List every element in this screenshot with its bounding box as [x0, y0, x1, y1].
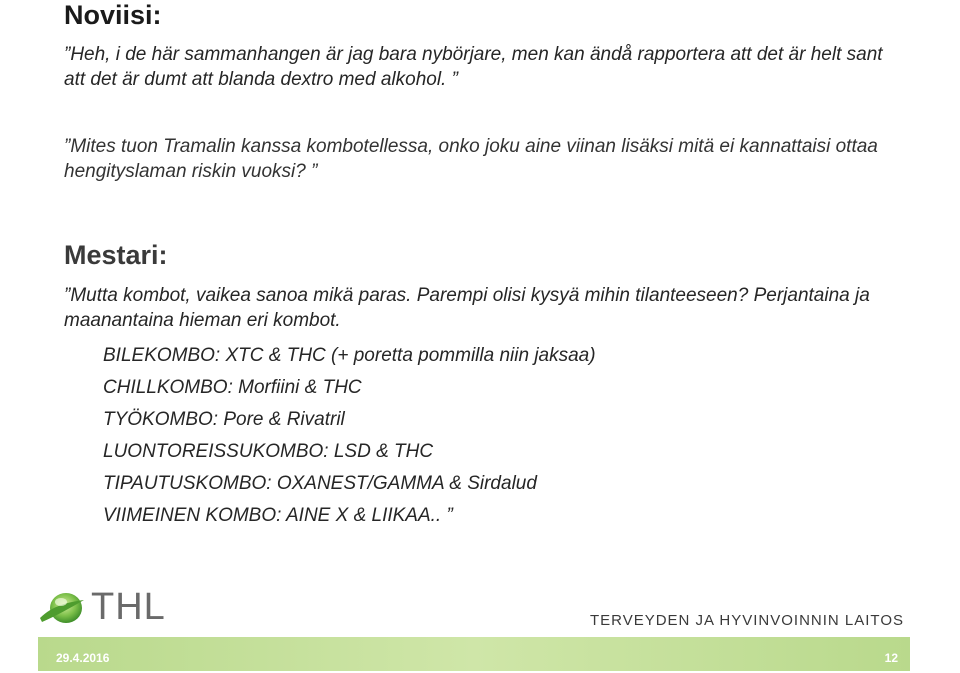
combo-item: TIPAUTUSKOMBO: OXANEST/GAMMA & Sirdalud — [103, 473, 537, 494]
combo-item: VIIMEINEN KOMBO: AINE X & LIIKAA.. ” — [103, 505, 453, 526]
combo-item: CHILLKOMBO: Morfiini & THC — [103, 377, 362, 398]
combo-item: BILEKOMBO: XTC & THC (+ poretta pommilla niin jaksaa) — [103, 345, 596, 366]
mestari-heading: Mestari: — [64, 240, 168, 270]
thl-logo — [38, 588, 168, 630]
noviisi-heading: Noviisi: — [64, 0, 162, 30]
combo-item: TYÖKOMBO: Pore & Rivatril — [103, 409, 345, 430]
combo-item: LUONTOREISSUKOMBO: LSD & THC — [103, 441, 434, 462]
footer-bar — [38, 637, 910, 671]
mestari-answer: ”Mutta kombot, vaikea sanoa mikä paras. Parempi olisi kysyä mihin tilanteeseen? Perjantaina ja maanantaina hieman eri kombot. — [64, 285, 870, 331]
footer-page-number: 12 — [884, 651, 898, 665]
institute-name: TERVEYDEN JA HYVINVOINNIN LAITOS — [589, 612, 904, 629]
thl-leaf-icon — [38, 588, 88, 630]
noviisi-quote-swedish: ”Heh, i de här sammanhangen är jag bara nybörjare, men kan ändå rapportera att det är helt sant att det är dumt att blanda dextro med alkohol. ” — [64, 44, 883, 90]
combo-list — [103, 340, 596, 532]
thl-logo-text: THL — [91, 586, 166, 628]
noviisi-quote-finnish: ”Mites tuon Tramalin kanssa kombotellessa, onko joku aine viinan lisäksi mitä ei kannattaisi ottaa hengityslaman riskin vuoksi? ” — [64, 136, 878, 182]
footer-date: 29.4.2016 — [56, 651, 110, 665]
